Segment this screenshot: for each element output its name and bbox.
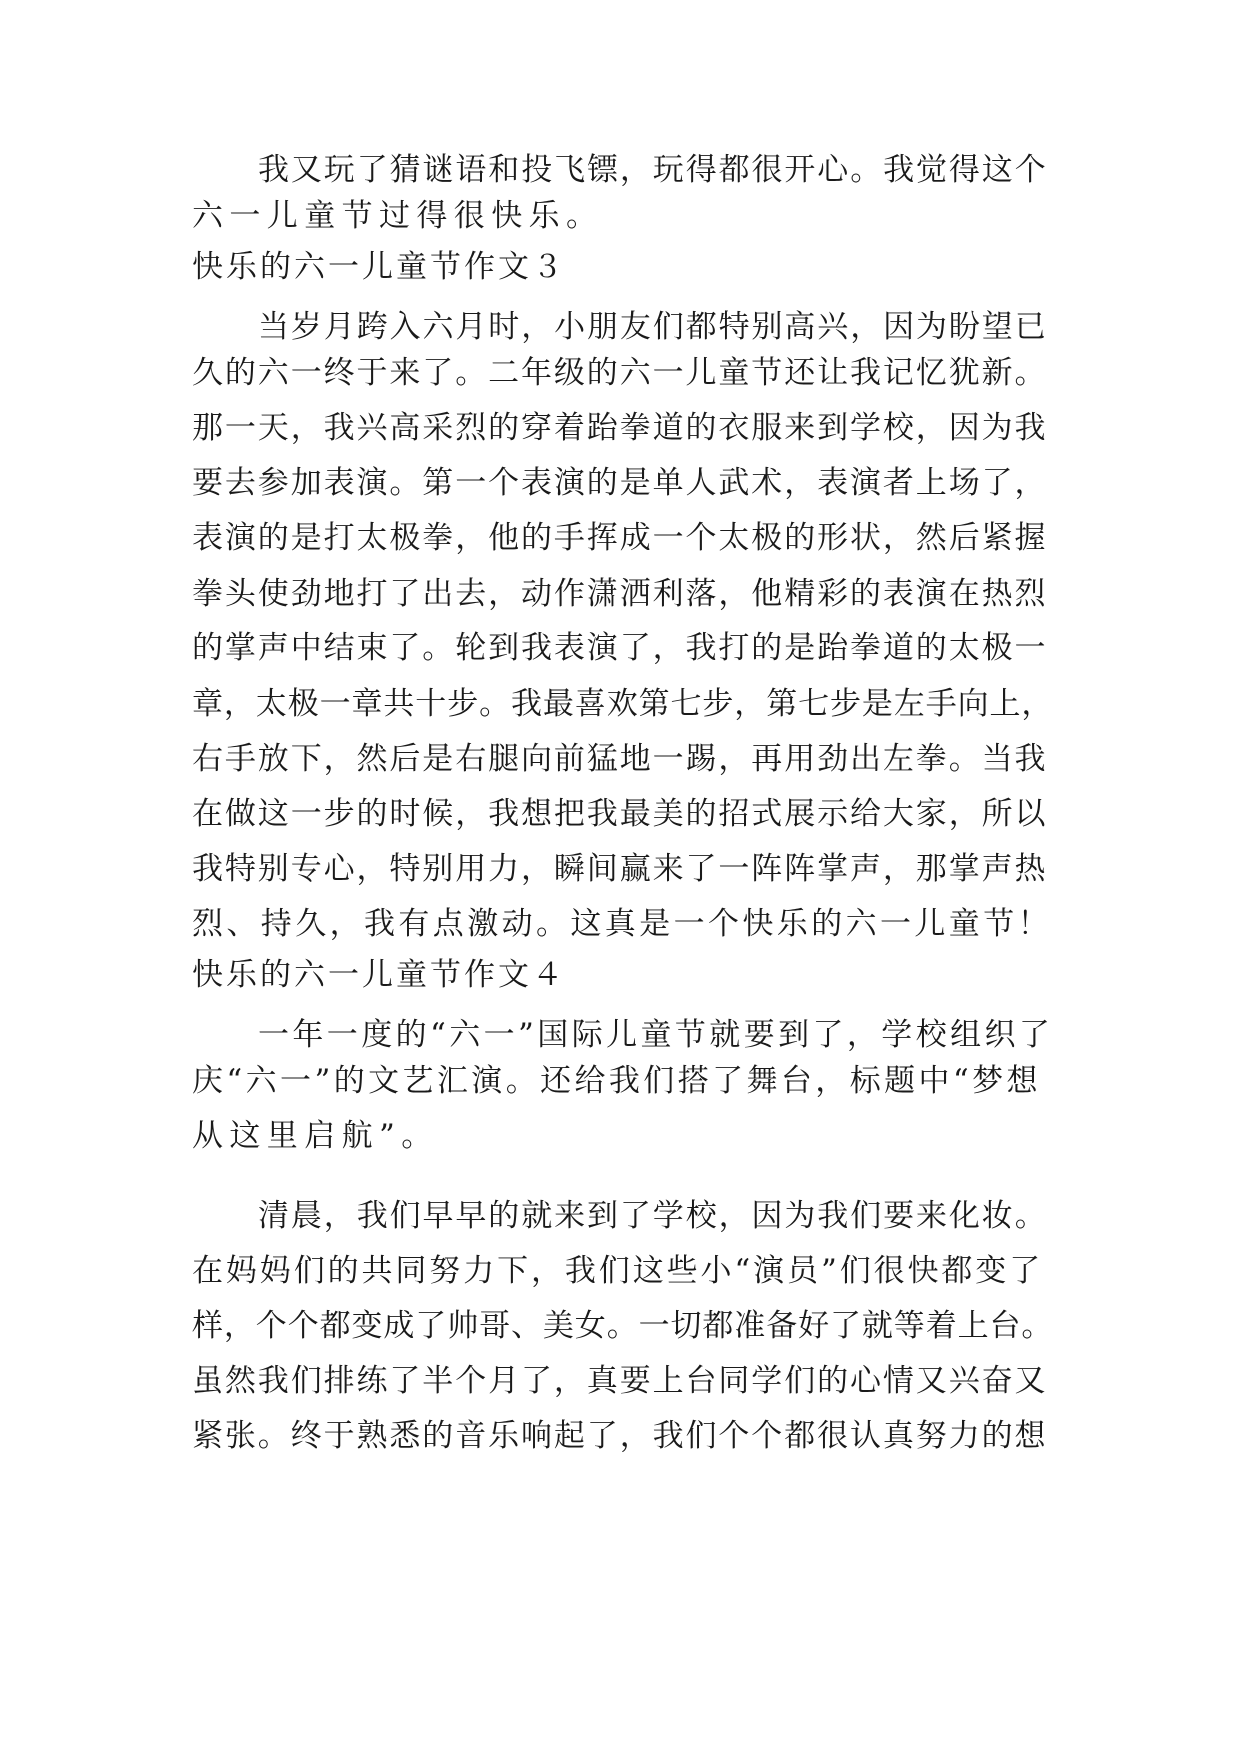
paragraph-line: 烈、持久，我有点激动。这真是一个快乐的六一儿童节！ bbox=[192, 906, 1052, 942]
paragraph-line: 表演的是打太极拳，他的手挥成一个太极的形状，然后紧握 bbox=[192, 520, 1048, 556]
paragraph-line: 一年一度的“六一”国际儿童节就要到了，学校组织了 bbox=[258, 1017, 1054, 1053]
section-heading: 快乐的六一儿童节作文３ bbox=[192, 249, 566, 285]
paragraph-line: 拳头使劲地打了出去，动作潇洒利落，他精彩的表演在热烈 bbox=[192, 576, 1048, 612]
paragraph-line: 在妈妈们的共同努力下，我们这些小“演员”们很快都变了 bbox=[192, 1253, 1044, 1289]
paragraph-line: 清晨，我们早早的就来到了学校，因为我们要来化妆。 bbox=[258, 1198, 1048, 1234]
paragraph-line: 我特别专心，特别用力，瞬间赢来了一阵阵掌声，那掌声热 bbox=[192, 851, 1048, 887]
paragraph-line: 的掌声中结束了。轮到我表演了，我打的是跆拳道的太极一 bbox=[192, 630, 1048, 666]
section-heading: 快乐的六一儿童节作文４ bbox=[192, 957, 566, 993]
paragraph-line: 当岁月跨入六月时，小朋友们都特别高兴，因为盼望已 bbox=[258, 309, 1048, 345]
paragraph-line: 我又玩了猜谜语和投飞镖，玩得都很开心。我觉得这个 bbox=[258, 152, 1048, 188]
paragraph-line: 紧张。终于熟悉的音乐响起了，我们个个都很认真努力的想 bbox=[192, 1418, 1048, 1454]
paragraph-line: 在做这一步的时候，我想把我最美的招式展示给大家，所以 bbox=[192, 796, 1048, 832]
paragraph-line: 样，个个都变成了帅哥、美女。一切都准备好了就等着上台。 bbox=[192, 1308, 1054, 1344]
paragraph-line: 要去参加表演。第一个表演的是单人武术，表演者上场了， bbox=[192, 465, 1048, 501]
paragraph-line: 章，太极一章共十步。我最喜欢第七步，第七步是左手向上， bbox=[192, 686, 1054, 722]
paragraph-line: 庆“六一”的文艺汇演。还给我们搭了舞台，标题中“梦想 bbox=[192, 1063, 1041, 1099]
paragraph-line: 那一天，我兴高采烈的穿着跆拳道的衣服来到学校，因为我 bbox=[192, 410, 1048, 446]
paragraph-line: 六一儿童节过得很快乐。 bbox=[192, 198, 604, 234]
paragraph-line: 从这里启航”。 bbox=[192, 1118, 439, 1154]
paragraph-line: 虽然我们排练了半个月了，真要上台同学们的心情又兴奋又 bbox=[192, 1363, 1048, 1399]
paragraph-line: 久的六一终于来了。二年级的六一儿童节还让我记忆犹新。 bbox=[192, 355, 1048, 391]
paragraph-line: 右手放下，然后是右腿向前猛地一踢，再用劲出左拳。当我 bbox=[192, 741, 1048, 777]
